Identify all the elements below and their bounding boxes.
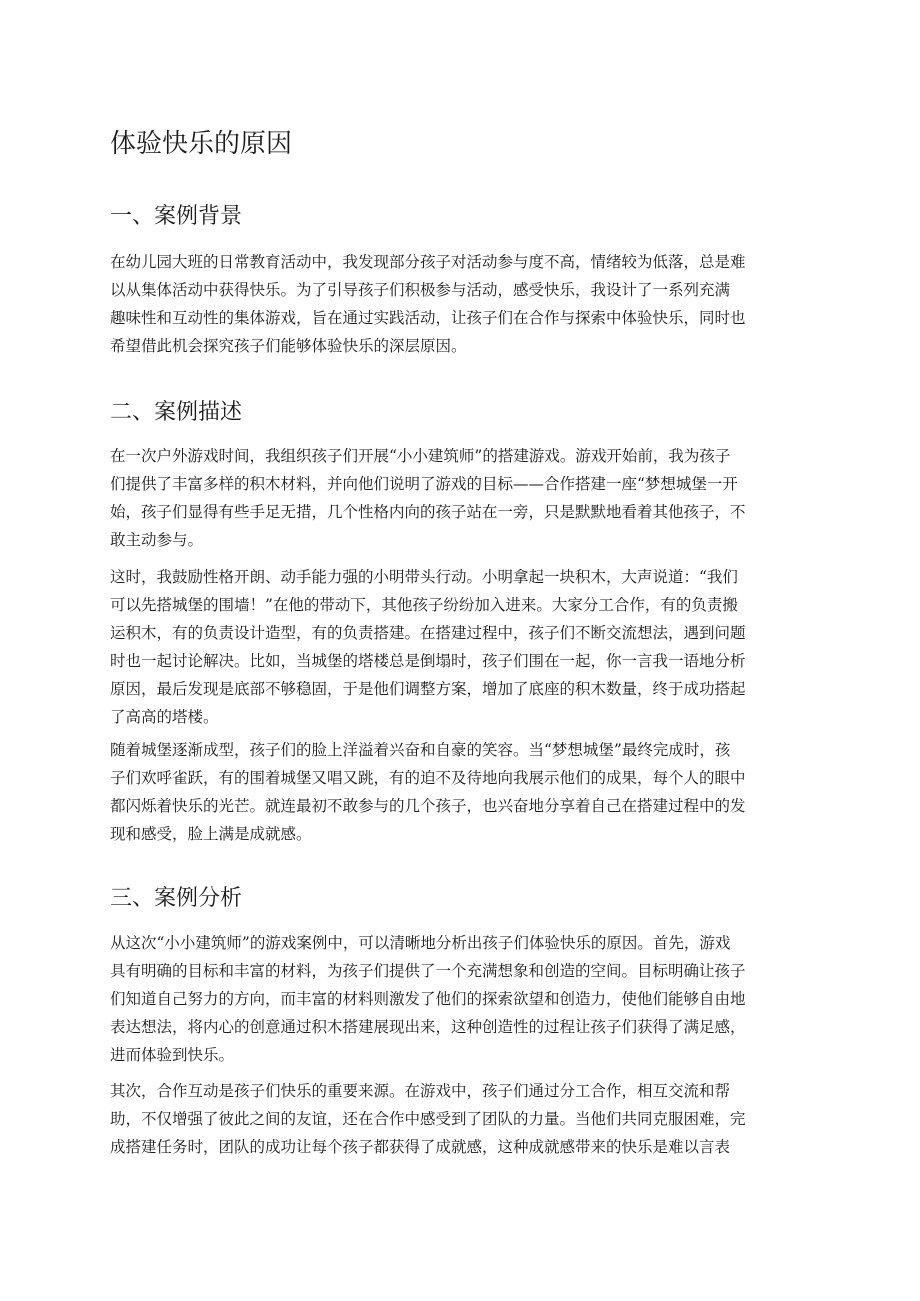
section-heading-background: 一、案例背景 — [110, 204, 243, 229]
document-title: 体验快乐的原因 — [110, 129, 293, 159]
text-line: 成搭建任务时，团队的成功让每个孩子都获得了成就感，这种成就感带来的快乐是难以言表 — [110, 1138, 731, 1156]
text-line: 运积木，有的负责设计造型，有的负责搭建。在搭建过程中，孩子们不断交流想法，遇到问题 — [110, 624, 746, 642]
paragraph-analysis-2 — [110, 1077, 808, 1161]
text-line: 始，孩子们显得有些手足无措，几个性格内向的孩子站在一旁，只是默默地看着其他孩子，不 — [110, 503, 746, 521]
text-line: 敢主动参与。 — [110, 531, 204, 549]
text-line: 进而体验到快乐。 — [110, 1046, 235, 1064]
text-line: 在幼儿园大班的日常教育活动中，我发现部分孩子对活动参与度不高，情绪较为低落，总是难 — [110, 253, 746, 271]
text-line: 从这次“小小建筑师”的游戏案例中，可以清晰地分析出孩子们体验快乐的原因。首先，游戏 — [110, 934, 731, 952]
text-line: 们提供了丰富多样的积木材料，并向他们说明了游戏的目标——合作搭建一座“梦想城堡一开 — [110, 475, 738, 493]
paragraph-description-2 — [110, 563, 808, 731]
text-line: 都闪烁着快乐的光芒。就连最初不敢参与的几个孩子，也兴奋地分享着自己在搭建过程中的发 — [110, 797, 746, 815]
text-line: 子们欢呼雀跃，有的围着城堡又唱又跳，有的迫不及待地向我展示他们的成果，每个人的眼中 — [110, 769, 746, 787]
text-line: 表达想法，将内心的创意通过积木搭建展现出来，这种创造性的过程让孩子们获得了满足感， — [110, 1018, 746, 1036]
text-line: 其次，合作互动是孩子们快乐的重要来源。在游戏中，孩子们通过分工合作，相互交流和帮 — [110, 1082, 731, 1100]
text-line: 可以先搭城堡的围墙！”在他的带动下，其他孩子纷纷加入进来。大家分工合作，有的负责搬 — [110, 596, 738, 614]
section-heading-analysis: 三、案例分析 — [110, 886, 243, 911]
text-line: 以从集体活动中获得快乐。为了引导孩子们积极参与活动，感受快乐，我设计了一系列充满 — [110, 281, 731, 299]
text-line: 现和感受，脸上满是成就感。 — [110, 825, 312, 843]
text-line: 趣味性和互动性的集体游戏，旨在通过实践活动，让孩子们在合作与探索中体验快乐，同时也 — [110, 309, 746, 327]
paragraph-description-3 — [110, 736, 808, 848]
section-heading-description: 二、案例描述 — [110, 400, 243, 425]
text-line: 助，不仅增强了彼此之间的友谊，还在合作中感受到了团队的力量。当他们共同克服困难，完 — [110, 1110, 746, 1128]
text-line: 在一次户外游戏时间，我组织孩子们开展“小小建筑师”的搭建游戏。游戏开始前，我为孩子 — [110, 447, 731, 465]
text-line: 时也一起讨论解决。比如，当城堡的塔楼总是倒塌时，孩子们围在一起，你一言我一语地分析 — [110, 652, 746, 670]
text-line: 随着城堡逐渐成型，孩子们的脸上洋溢着兴奋和自豪的笑容。当“梦想城堡”最终完成时，孩 — [110, 741, 731, 759]
text-line: 希望借此机会探究孩子们能够体验快乐的深层原因。 — [110, 337, 467, 355]
text-line: 具有明确的目标和丰富的材料，为孩子们提供了一个充满想象和创造的空间。目标明确让孩子 — [110, 962, 746, 980]
paragraph-description-1 — [110, 442, 808, 554]
paragraph-background — [110, 248, 808, 360]
paragraph-analysis-1 — [110, 929, 808, 1069]
text-line: 们知道自己努力的方向，而丰富的材料则激发了他们的探索欲望和创造力，使他们能够自由地 — [110, 990, 746, 1008]
text-line: 了高高的塔楼。 — [110, 708, 219, 726]
text-line: 这时，我鼓励性格开朗、动手能力强的小明带头行动。小明拿起一块积木，大声说道：“我们 — [110, 568, 738, 586]
text-line: 原因，最后发现是底部不够稳固，于是他们调整方案，增加了底座的积木数量，终于成功搭起 — [110, 680, 746, 698]
